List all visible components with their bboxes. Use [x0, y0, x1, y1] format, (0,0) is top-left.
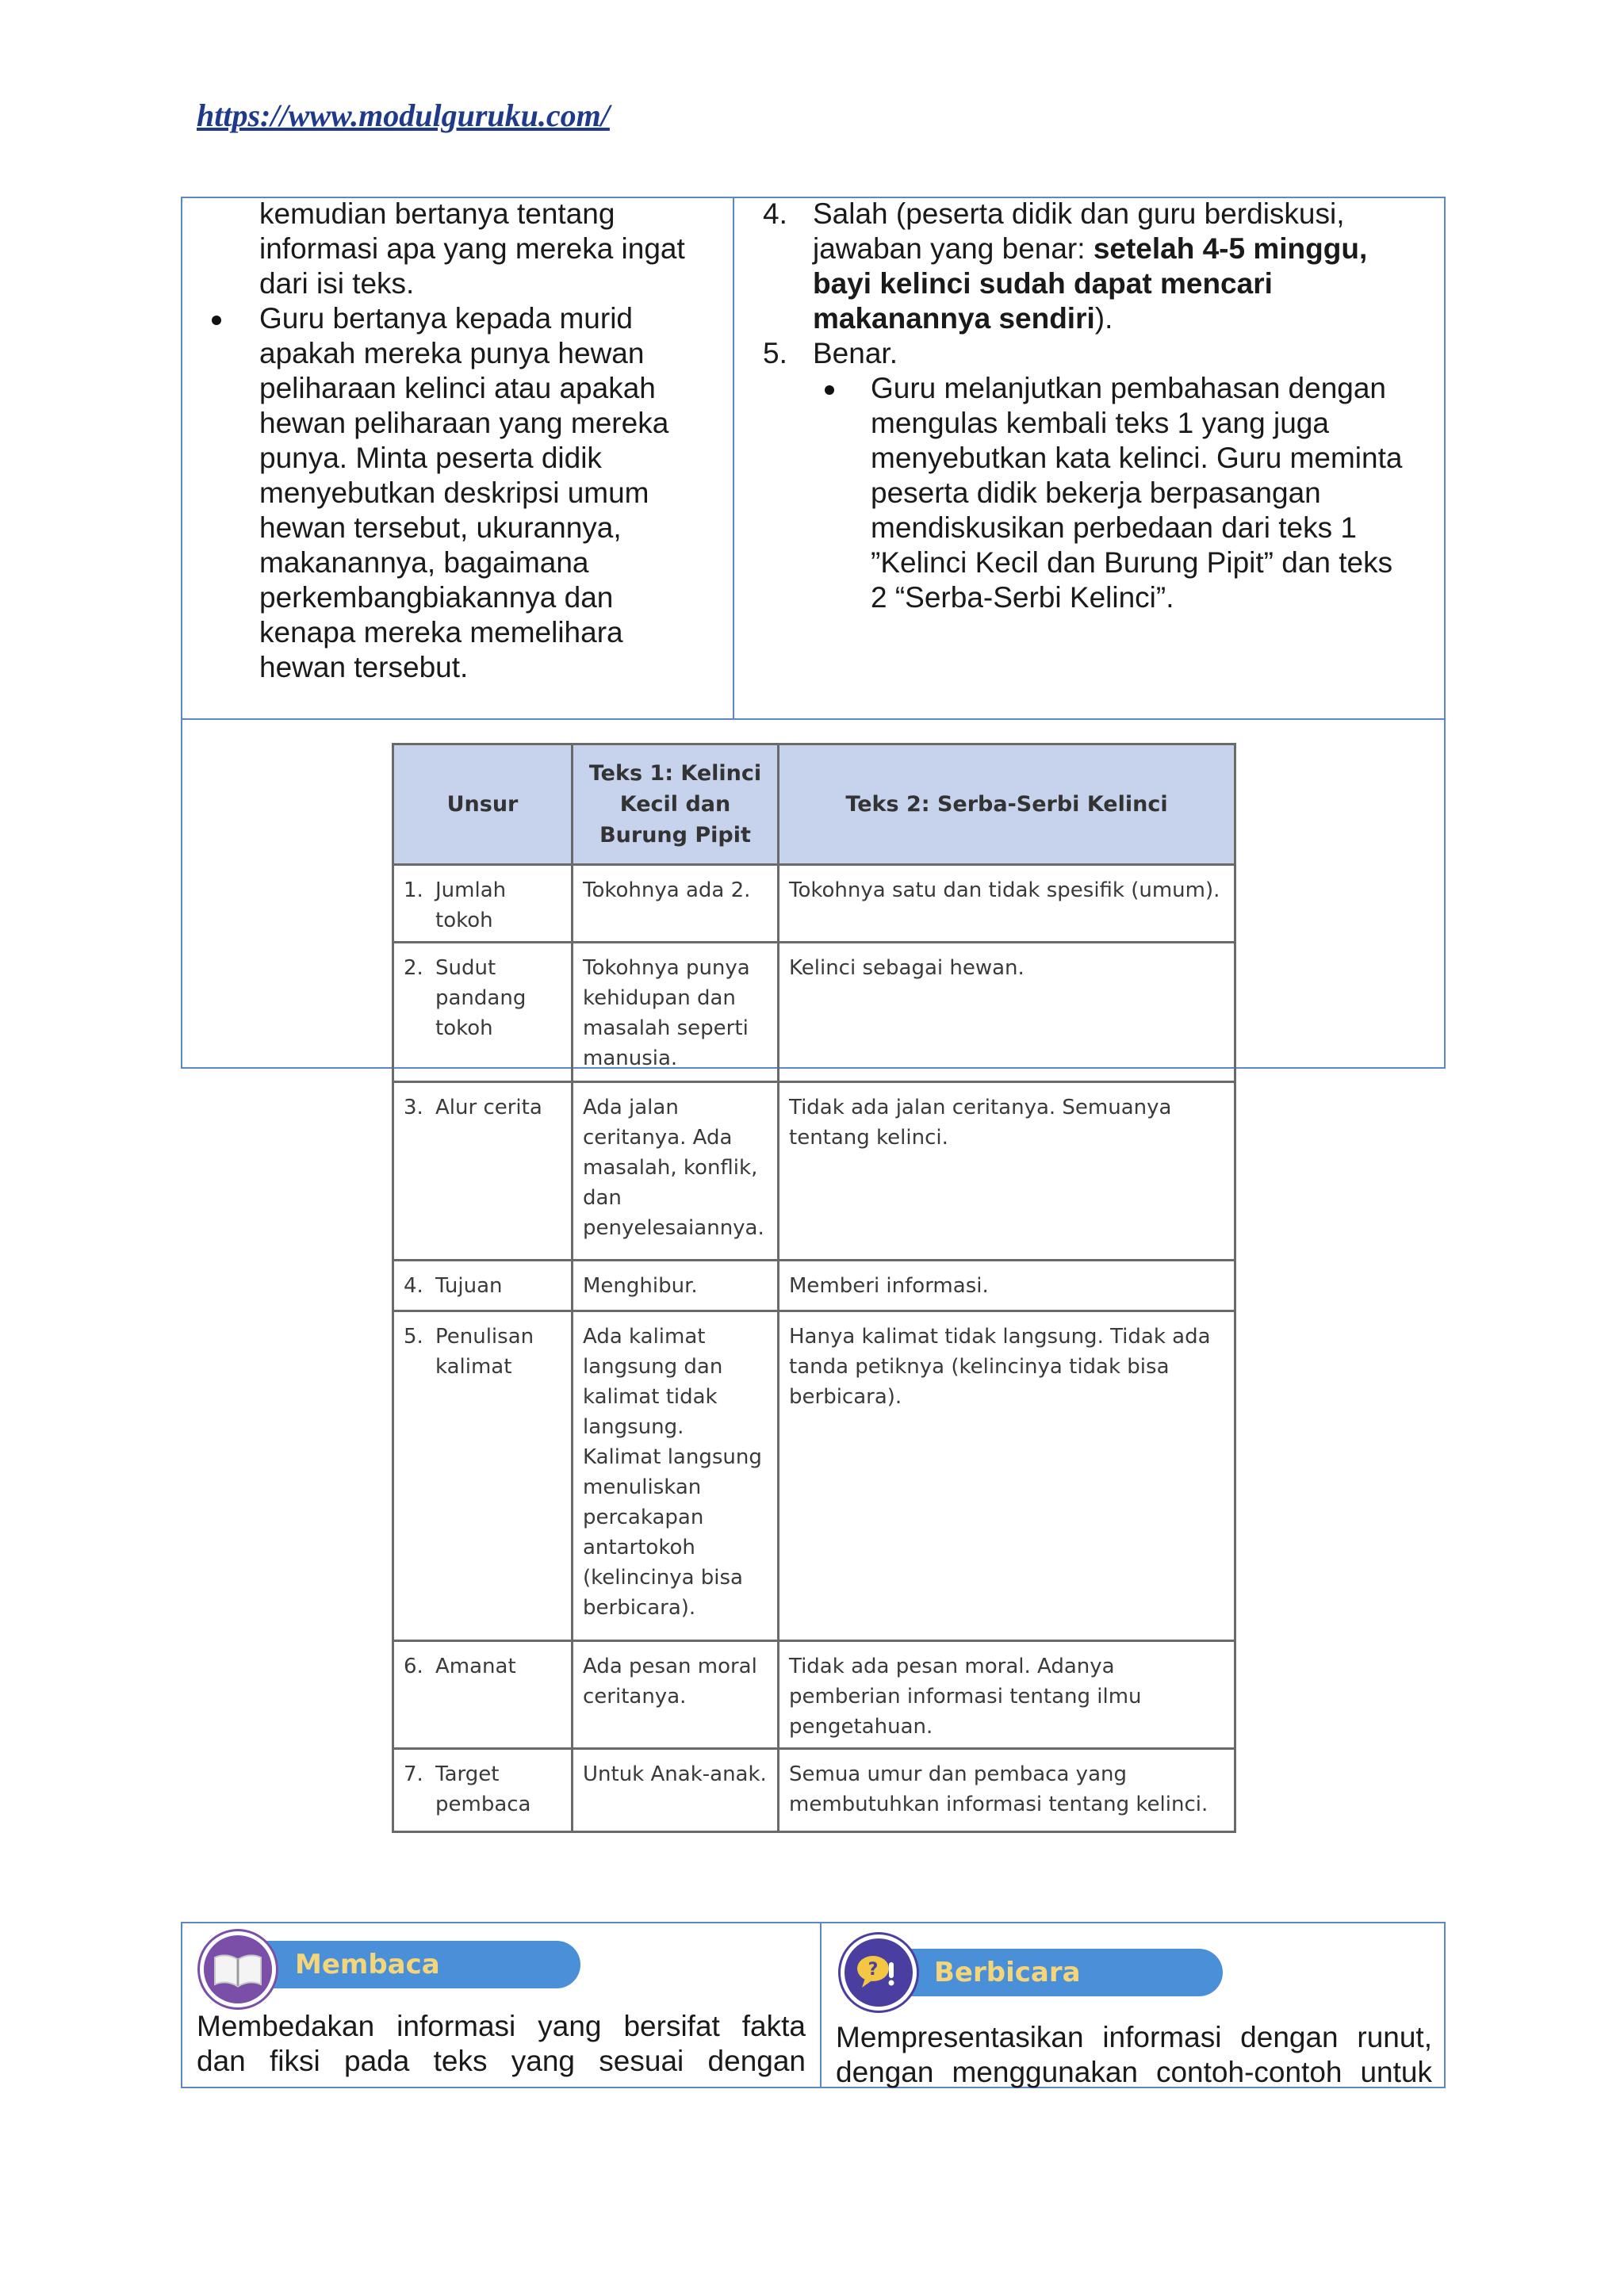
cell-unsur [393, 1082, 573, 1261]
table-row [393, 1261, 1235, 1311]
table-row [393, 1749, 1235, 1832]
book-icon [200, 1931, 276, 2007]
berbicara-text-line2: dengan menggunakan contoh-contoh untuk [836, 2056, 1432, 2088]
header-teks2: Teks 2: Serba-Serbi Kelinci [779, 744, 1235, 865]
berbicara-panel [822, 1923, 1444, 2087]
table-row [393, 1311, 1235, 1641]
berbicara-text-line1: Mempresentasikan informasi dengan runut, [836, 2021, 1432, 2053]
text-line [813, 232, 1431, 266]
cell-teks2: Memberi informasi. [779, 1261, 1235, 1311]
bullet-icon [825, 385, 834, 395]
cell-unsur [393, 1311, 573, 1641]
text-line: menyebutkan deskripsi umum [259, 476, 649, 509]
membaca-text-line2: dan fiksi pada teks yang sesuai dengan [197, 2045, 806, 2077]
header-url-link[interactable]: https://www.modulguruku.com/ [197, 98, 610, 133]
text-line: hewan tersebut, ukurannya, [259, 511, 622, 544]
unsur-text: Amanat [435, 1655, 516, 1678]
row-number: 3. [404, 1096, 423, 1119]
item-number: 5. [763, 337, 787, 369]
text-line: peserta didik bekerja berpasangan [871, 476, 1321, 509]
cell-teks2: Tidak ada pesan moral. Adanya pemberian informasi tentang ilmu pengetahuan. [779, 1641, 1235, 1749]
text-line: hewan tersebut. [259, 651, 469, 683]
row-number: 4. [404, 1274, 423, 1298]
table-row [393, 943, 1235, 1082]
text-line: informasi apa yang mereka ingat [259, 232, 685, 265]
row-number: 1. [404, 878, 423, 902]
membaca-banner: Membaca [216, 1941, 580, 1988]
right-bullet-text [871, 371, 1442, 615]
cell-teks1: Ada kalimat langsung dan kalimat tidak langsung. Kalimat langsung menuliskan percakapan antartokoh (kelincinya bisa berbicara). [573, 1311, 779, 1641]
header-unsur: Unsur [393, 744, 573, 865]
text-line: peliharaan kelinci atau apakah [259, 372, 656, 404]
text-line: mendiskusikan perbedaan dari teks 1 [871, 511, 1357, 544]
row-number: 5. [404, 1325, 423, 1349]
text-line [813, 301, 1431, 336]
berbicara-banner: Berbicara [855, 1949, 1223, 1996]
unsur-text: Alur cerita [435, 1096, 542, 1119]
text-line: ”Kelinci Kecil dan Burung Pipit” dan teks [871, 546, 1393, 579]
bold-span: setelah 4-5 minggu, [1093, 232, 1368, 265]
text-line: apakah mereka punya hewan [259, 337, 645, 369]
text-line: Guru bertanya kepada murid [259, 302, 633, 335]
text-line: kenapa mereka memelihara [259, 616, 623, 649]
text-line: dari isi teks. [259, 267, 415, 300]
svg-text:?: ? [868, 1960, 879, 1980]
table-row [393, 1082, 1235, 1261]
text-line: mengulas kembali teks 1 yang juga [871, 407, 1329, 439]
column-divider [733, 197, 734, 720]
text-line: perkembangbiakannya dan [259, 581, 614, 614]
text-line: hewan peliharaan yang mereka [259, 407, 669, 439]
cell-unsur [393, 865, 573, 943]
header-teks1: Teks 1: Kelinci Kecil dan Burung Pipit [573, 744, 779, 865]
text-line: punya. Minta peserta didik [259, 442, 602, 474]
cell-teks1: Menghibur. [573, 1261, 779, 1311]
text-span: ). [1094, 302, 1113, 335]
cell-unsur [393, 943, 573, 1082]
text-line: kemudian bertanya tentang [259, 197, 615, 230]
speech-question-icon [841, 1934, 917, 2011]
cell-teks2: Tokohnya satu dan tidak spesifik (umum). [779, 865, 1235, 943]
cell-teks1: Untuk Anak-anak. [573, 1749, 779, 1832]
table-header-row [393, 744, 1235, 865]
item-4-text [813, 197, 1431, 336]
bold-span: makanannya sendiri [813, 302, 1095, 335]
text-line: Salah (peserta didik dan guru berdiskusi, [813, 197, 1345, 230]
row-number: 6. [404, 1655, 423, 1678]
membaca-panel [182, 1923, 820, 2087]
cell-unsur [393, 1641, 573, 1749]
cell-teks1: Ada pesan moral ceritanya. [573, 1641, 779, 1749]
text-line: 2 “Serba-Serbi Kelinci”. [871, 581, 1174, 614]
table-row [393, 1641, 1235, 1749]
item-number: 4. [763, 197, 787, 230]
unsur-text: Jumlah tokoh [435, 878, 507, 932]
text-span: jawaban yang benar: [813, 232, 1094, 265]
unsur-text: Target pembaca [435, 1762, 531, 1816]
cell-teks1: Tokohnya ada 2. [573, 865, 779, 943]
row-number: 7. [404, 1762, 423, 1786]
cell-teks2: Tidak ada jalan ceritanya. Semuanya tentang kelinci. [779, 1082, 1235, 1261]
cell-teks1: Ada jalan ceritanya. Ada masalah, konflik, dan penyelesaiannya. [573, 1082, 779, 1261]
left-bullet-text [259, 301, 711, 685]
text-line: menyebutkan kata kelinci. Guru meminta [871, 442, 1403, 474]
row-divider [181, 718, 1446, 720]
text-line: makanannya, bagaimana [259, 546, 589, 579]
text-line [813, 266, 1431, 301]
cell-unsur [393, 1749, 573, 1832]
bullet-icon [212, 316, 221, 325]
bold-span: bayi kelinci sudah dapat mencari [813, 267, 1273, 300]
unsur-text: Tujuan [435, 1274, 503, 1298]
row-number: 2. [404, 956, 423, 980]
cell-teks2: Hanya kalimat tidak langsung. Tidak ada tanda petiknya (kelincinya tidak bisa berbicara). [779, 1311, 1235, 1641]
text-line: Guru melanjutkan pembahasan dengan [871, 372, 1387, 404]
cell-teks1: Tokohnya punya kehidupan dan masalah seperti manusia. [573, 943, 779, 1082]
cell-unsur [393, 1261, 573, 1311]
cell-teks2: Kelinci sebagai hewan. [779, 943, 1235, 1082]
table-row [393, 865, 1235, 943]
left-intro [259, 197, 711, 301]
unsur-text: Sudut pandang tokoh [435, 956, 527, 1040]
comparison-table [392, 743, 1236, 1833]
cell-teks2: Semua umur dan pembaca yang membutuhkan informasi tentang kelinci. [779, 1749, 1235, 1832]
unsur-text: Penulisan kalimat [435, 1325, 534, 1379]
item-5-text: Benar. [813, 337, 898, 369]
membaca-text-line1: Membedakan informasi yang bersifat fakta [197, 2010, 806, 2042]
